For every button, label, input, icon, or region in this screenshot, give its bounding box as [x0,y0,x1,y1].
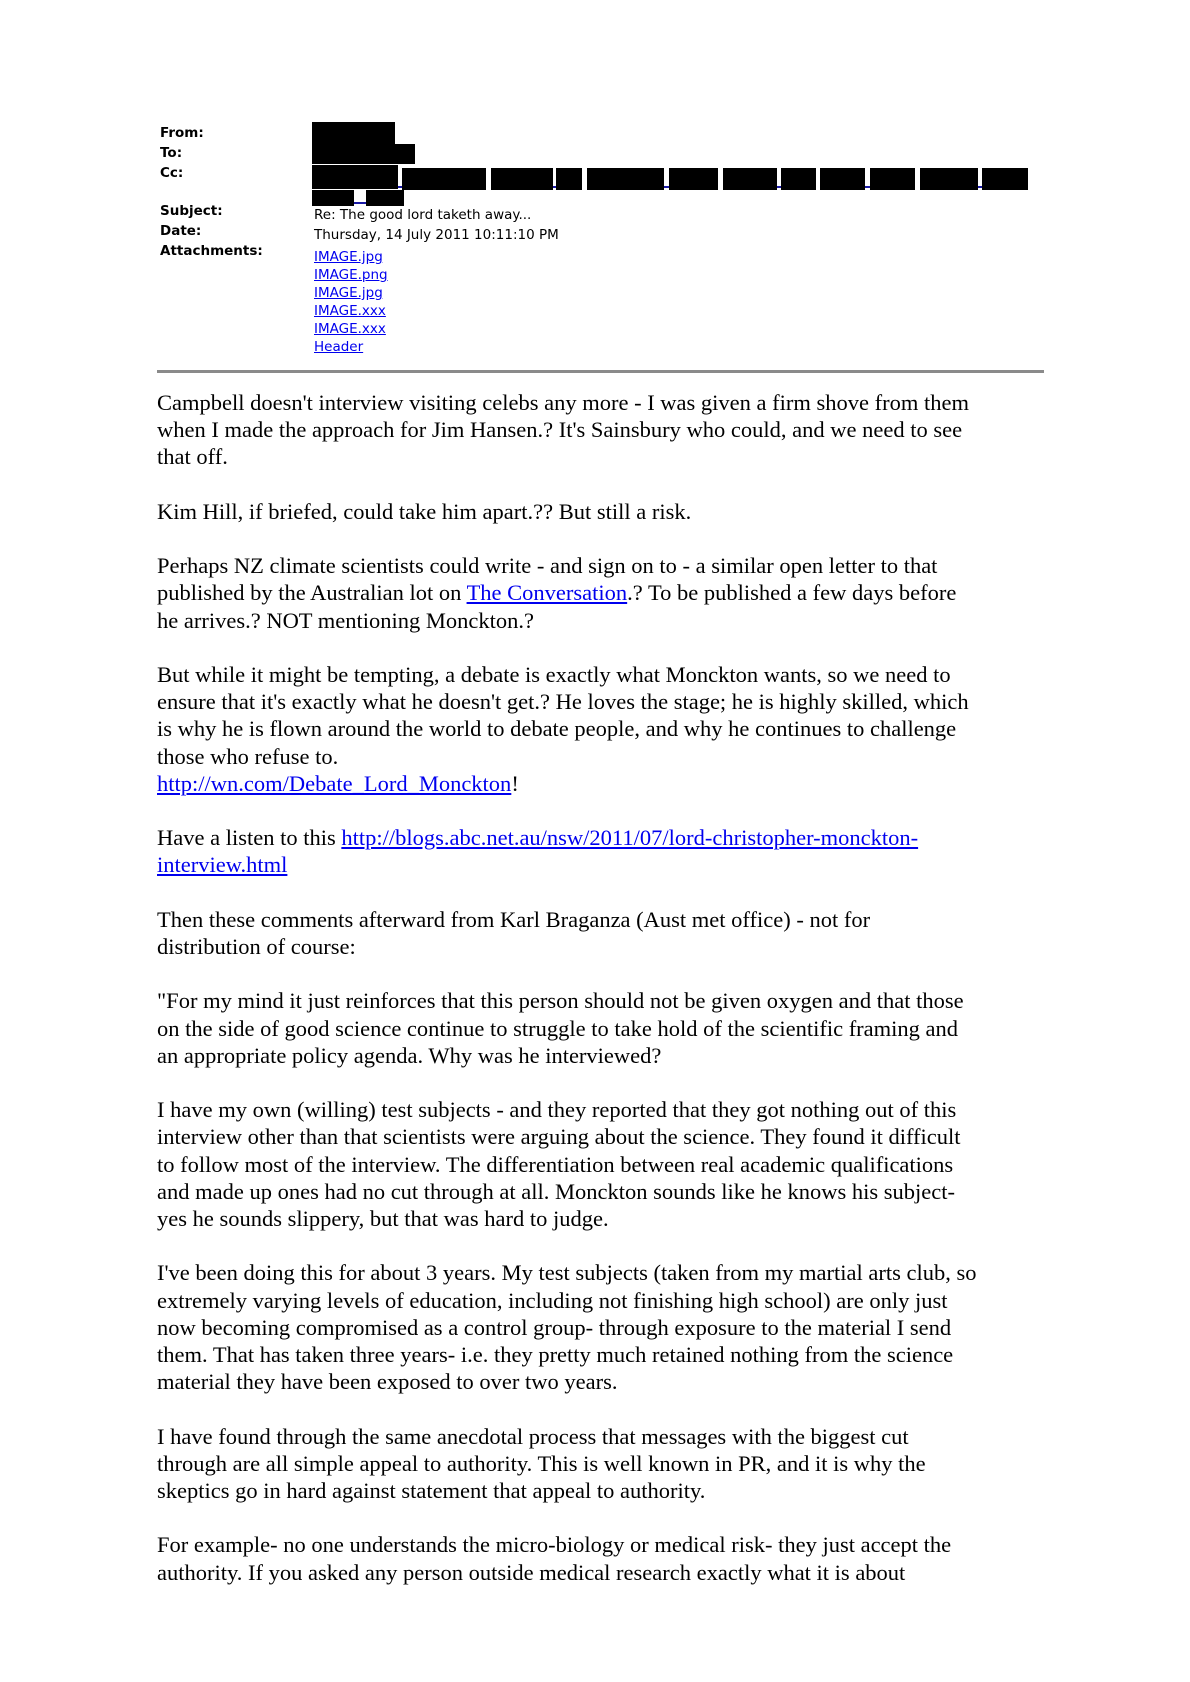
attachment-link[interactable]: IMAGE.png [314,267,388,283]
attachment-link[interactable]: IMAGE.xxx [314,321,386,337]
attachment-item [314,320,388,338]
attachments-list [314,248,388,356]
attachment-link[interactable]: IMAGE.jpg [314,285,383,301]
attachment-item [314,248,388,266]
paragraph: I've been doing this for about 3 years. My test subjects (taken from my martial arts club, so extremely varying levels of education, including not finishing high school) are only just now becoming compromised as a control group- through exposure to the material I send them. That has taken three years- i.e. they pretty much retained nothing from the science material they have been exposed to over two years. [157,1260,977,1395]
cc-link-mark [354,202,366,204]
subject-label: Subject: [160,203,223,219]
link-suffix: ! [511,770,519,796]
attachment-item [314,302,388,320]
paragraph-text: Perhaps NZ climate scientists could write - and sign on to - a similar open letter to that published by the Australian lot on [157,553,938,606]
attachment-item [314,338,388,356]
cc-redaction-6 [669,168,718,190]
paragraph [157,824,1047,878]
cc-link-mark [398,186,402,188]
paragraph: "For my mind it just reinforces that this person should not be given oxygen and that those on the side of good science continue to struggle to take hold of the scientific framing and an appropriate policy agenda. Why was he interviewed? [157,988,964,1068]
cc-redaction-7 [723,168,777,190]
cc-redaction-10 [870,168,915,190]
link-line: interview.html [157,852,288,878]
to-redaction [312,144,415,164]
link-line: http://blogs.abc.net.au/nsw/2011/07/lord-christopher-monckton- [341,825,919,851]
subject-value: Re: The good lord taketh away... [314,207,532,223]
paragraph-text: .? To be published a few days before he arrives.? NOT mentioning Monckton.? [157,580,957,633]
cc-redaction-1 [312,165,398,189]
from-redaction [312,122,395,144]
cc-label: Cc: [160,165,184,181]
attachment-item [314,284,388,302]
cc-link-mark [865,186,870,188]
paragraph-text: But while it might be tempting, a debate is exactly what Monckton wants, so we need to ensure that it's exactly what he doesn't get.? He loves the stage; he is highly skilled, which is why he is flown around the world to debate people, and why he continues to challenge those who refuse to. [157,661,969,769]
cc-redaction-5 [587,168,664,190]
debate-monckton-link[interactable]: http://wn.com/Debate_Lord_Monckton [157,770,512,796]
paragraph: Then these comments afterward from Karl Braganza (Aust met office) - not for distribution of course: [157,906,871,959]
attachment-link[interactable]: IMAGE.xxx [314,303,386,319]
the-conversation-link[interactable]: The Conversation [466,580,628,606]
cc-link-mark [777,186,781,188]
date-value: Thursday, 14 July 2011 10:11:10 PM [314,227,559,243]
cc-redaction-2 [402,168,486,190]
paragraph: I have my own (willing) test subjects - and they reported that they got nothing out of this interview other than that scientists were arguing about the science. They found it difficult to follow most of the interview. The differentiation between real academic qualifications and made up ones had no cut through at all. Monckton sounds like he knows his subject- yes he sounds slippery, but that was hard to judge. [157,1097,961,1231]
paragraph-text: Have a listen to this [157,825,342,851]
attachments-label: Attachments: [160,243,263,259]
cc-link-mark [553,186,556,188]
cc-redaction-11 [920,168,978,190]
date-label: Date: [160,223,202,239]
cc-redaction-9 [820,168,865,190]
cc-link-mark [978,186,982,188]
cc-link-mark [664,186,669,188]
attachment-link[interactable]: Header [314,339,364,355]
cc-redaction-3 [491,168,553,190]
paragraph [157,552,1047,634]
cc-redaction-4 [556,168,582,190]
from-label: From: [160,125,204,141]
cc-redaction-8 [781,168,816,190]
paragraph: Kim Hill, if briefed, could take him apart.?? But still a risk. [157,498,692,524]
cc-redaction-13 [312,190,354,206]
to-label: To: [160,145,183,161]
cc-redaction-14 [366,190,404,206]
cc-redaction-12 [982,168,1028,190]
attachment-item [314,266,388,284]
paragraph: I have found through the same anecdotal process that messages with the biggest cut through are all simple appeal to authority. This is well known in PR, and it is why the skeptics go in hard against statement that appeal to authority. [157,1423,926,1503]
message-body [157,389,1047,1613]
header-divider [157,370,1044,373]
attachment-link[interactable]: IMAGE.jpg [314,249,383,265]
paragraph [157,661,1047,797]
paragraph: Campbell doesn't interview visiting celebs any more - I was given a firm shove from them when I made the approach for Jim Hansen.? It's Sainsbury who could, and we need to see that off. [157,390,969,470]
paragraph: For example- no one understands the micro-biology or medical risk- they just accept the authority. If you asked any person outside medical research exactly what it is about [157,1532,952,1585]
